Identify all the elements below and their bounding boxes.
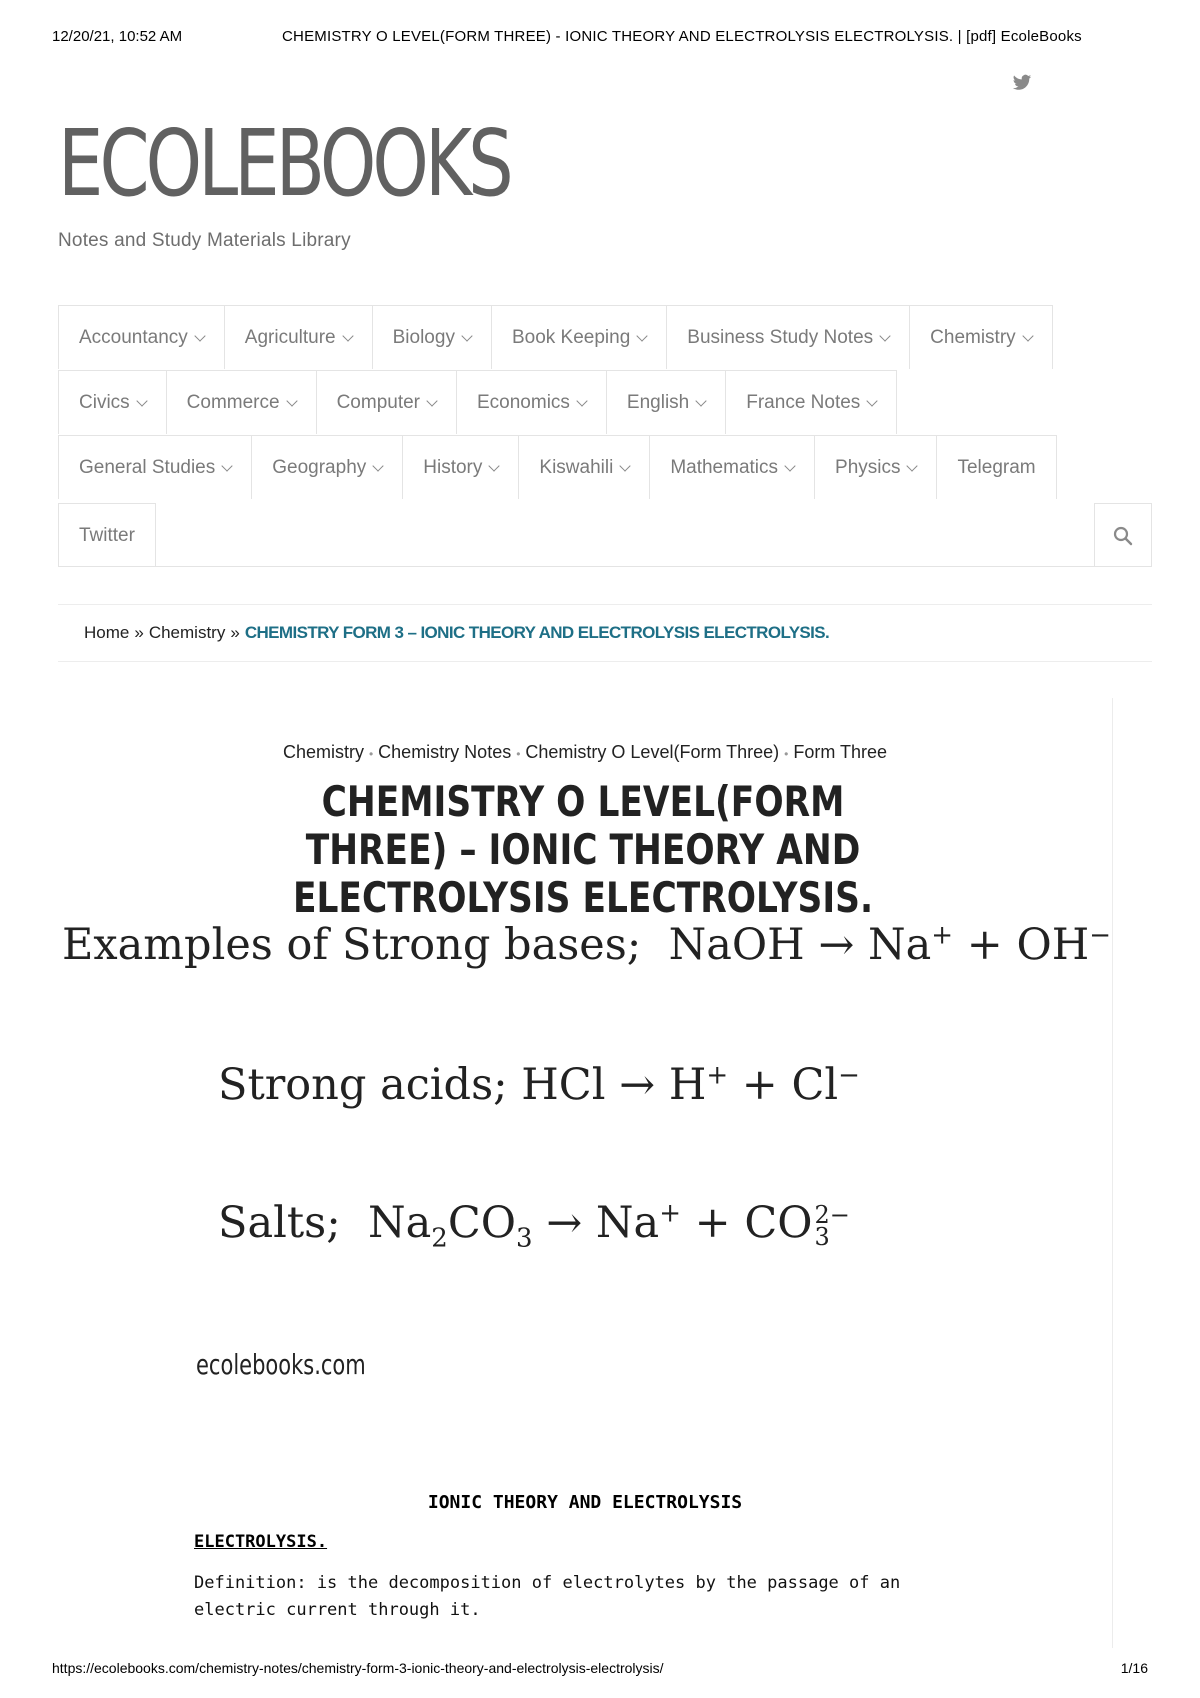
breadcrumb-chemistry[interactable]: Chemistry xyxy=(148,623,226,642)
chevron-down-icon xyxy=(696,395,707,406)
chevron-down-icon xyxy=(620,460,631,471)
breadcrumb-separator: » xyxy=(134,623,144,642)
nav-item-twitter[interactable]: Twitter xyxy=(58,503,156,567)
chevron-down-icon xyxy=(637,330,648,341)
nav-row xyxy=(58,305,1053,369)
breadcrumb-separator: » xyxy=(230,623,240,642)
category-separator: • xyxy=(368,747,374,761)
nav-divider xyxy=(58,566,1152,567)
equation-strong-bases: Examples of Strong bases; NaOH → Na+ + OH− xyxy=(62,920,1111,970)
nav-row xyxy=(58,503,156,567)
nav-item-mathematics[interactable]: Mathematics xyxy=(650,435,815,499)
breadcrumb-current: CHEMISTRY FORM 3 – IONIC THEORY AND ELECTROLYSIS ELECTROLYSIS. xyxy=(244,623,830,642)
main-navigation xyxy=(58,305,1152,567)
sub-heading: ELECTROLYSIS. xyxy=(194,1532,328,1552)
nav-item-chemistry[interactable]: Chemistry xyxy=(910,305,1053,369)
site-branding xyxy=(58,110,637,252)
nav-item-computer[interactable]: Computer xyxy=(317,370,457,434)
chevron-down-icon xyxy=(136,395,147,406)
print-date: 12/20/21, 10:52 AM xyxy=(52,28,183,45)
ion-charge-stack: 2− 3 xyxy=(814,1201,850,1251)
nav-item-geography[interactable]: Geography xyxy=(252,435,403,499)
post-categories xyxy=(58,742,1112,763)
equation-salts: Salts; $Na_2CO_3 \to Na^+$ + CO 2− 3 xyxy=(218,1198,850,1254)
chevron-down-icon xyxy=(426,395,437,406)
nav-item-business-study-notes[interactable]: Business Study Notes xyxy=(667,305,910,369)
print-page-number: 1/16 xyxy=(1120,1660,1148,1676)
nav-item-telegram[interactable]: Telegram xyxy=(937,435,1056,499)
chevron-down-icon xyxy=(286,395,297,406)
section-heading: IONIC THEORY AND ELECTROLYSIS xyxy=(427,1492,743,1513)
site-tagline: Notes and Study Materials Library xyxy=(58,230,351,251)
breadcrumb xyxy=(58,604,1152,662)
print-url: https://ecolebooks.com/chemistry-notes/chemistry-form-3-ionic-theory-and-electrolysis-electrolysis/ xyxy=(52,1660,664,1676)
chevron-down-icon xyxy=(879,330,890,341)
nav-item-general-studies[interactable]: General Studies xyxy=(58,435,252,499)
nav-row xyxy=(58,370,897,434)
chevron-down-icon xyxy=(1022,330,1033,341)
nav-item-english[interactable]: English xyxy=(607,370,726,434)
category-link[interactable]: Chemistry xyxy=(282,742,364,762)
category-link[interactable]: Chemistry O Level(Form Three) xyxy=(525,742,780,762)
nav-item-france-notes[interactable]: France Notes xyxy=(726,370,897,434)
chevron-down-icon xyxy=(784,460,795,471)
category-separator: • xyxy=(784,747,789,761)
print-header xyxy=(52,28,1148,48)
site-logo[interactable]: ECOLEBOOKS xyxy=(58,110,510,217)
nav-row xyxy=(58,435,1057,499)
twitter-icon[interactable] xyxy=(1012,74,1032,92)
nav-item-economics[interactable]: Economics xyxy=(457,370,607,434)
print-footer xyxy=(52,1660,1148,1676)
nav-item-biology[interactable]: Biology xyxy=(373,305,492,369)
chevron-down-icon xyxy=(342,330,353,341)
equation-strong-acids: Strong acids; HCl → H+ + Cl− xyxy=(218,1060,860,1110)
chevron-down-icon xyxy=(489,460,500,471)
search-button[interactable] xyxy=(1094,503,1152,567)
nav-item-book-keeping[interactable]: Book Keeping xyxy=(492,305,667,369)
nav-item-kiswahili[interactable]: Kiswahili xyxy=(519,435,650,499)
post-title: CHEMISTRY O LEVEL(FORM THREE) – IONIC THEORY AND ELECTROLYSIS ELECTROLYSIS. xyxy=(292,777,874,922)
category-link[interactable]: Chemistry Notes xyxy=(378,742,512,762)
chevron-down-icon xyxy=(373,460,384,471)
chevron-down-icon xyxy=(576,395,587,406)
category-link[interactable]: Form Three xyxy=(793,742,888,762)
chevron-down-icon xyxy=(222,460,233,471)
post-content xyxy=(58,698,1113,1648)
nav-item-commerce[interactable]: Commerce xyxy=(167,370,317,434)
breadcrumb-home[interactable]: Home xyxy=(84,623,130,642)
search-icon xyxy=(1113,526,1133,546)
definition-paragraph: Definition: is the decomposition of electrolytes by the passage of an electric current through it. xyxy=(194,1573,901,1620)
nav-item-agriculture[interactable]: Agriculture xyxy=(225,305,373,369)
print-page-title: CHEMISTRY O LEVEL(FORM THREE) - IONIC THEORY AND ELECTROLYSIS ELECTROLYSIS. | [pdf] EcoleBooks xyxy=(282,28,1082,45)
image-watermark: ecolebooks.com xyxy=(196,1348,366,1381)
nav-item-accountancy[interactable]: Accountancy xyxy=(58,305,225,369)
chevron-down-icon xyxy=(907,460,918,471)
chevron-down-icon xyxy=(461,330,472,341)
nav-item-civics[interactable]: Civics xyxy=(58,370,167,434)
nav-item-physics[interactable]: Physics xyxy=(815,435,937,499)
chevron-down-icon xyxy=(867,395,878,406)
chevron-down-icon xyxy=(194,330,205,341)
nav-item-history[interactable]: History xyxy=(403,435,519,499)
category-separator: • xyxy=(516,747,521,761)
